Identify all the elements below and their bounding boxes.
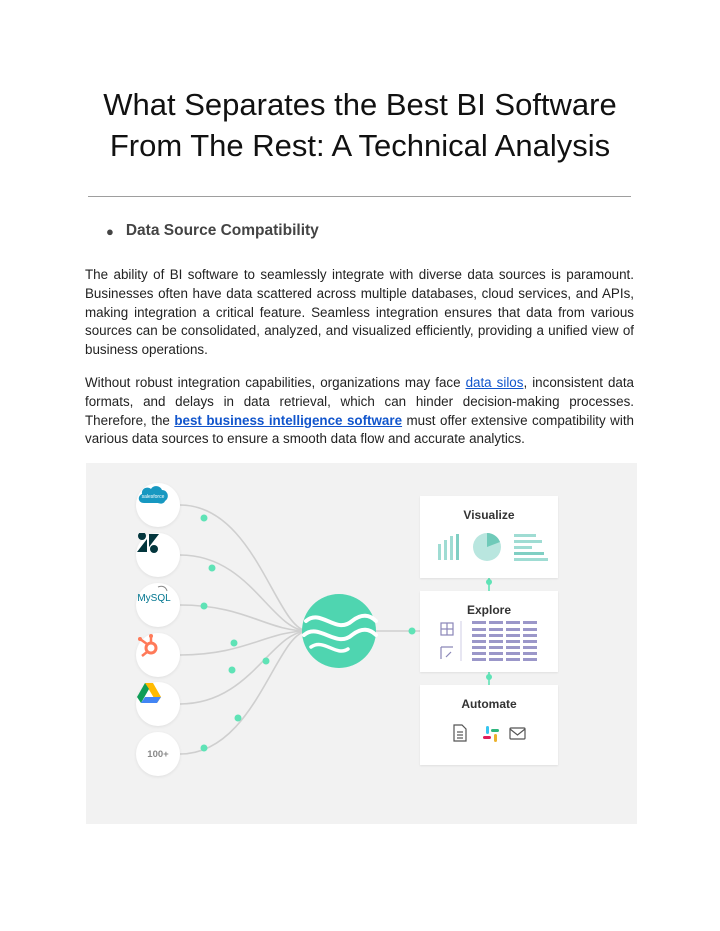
mysql-icon xyxy=(136,583,172,607)
connector-node xyxy=(486,674,492,680)
paragraph-2-text-a: Without robust integration capabilities, organizations may face xyxy=(85,375,466,390)
horizontal-bars-icon xyxy=(514,534,548,561)
salesforce-icon xyxy=(136,483,170,507)
grid-icon xyxy=(441,623,453,635)
connector-node xyxy=(263,658,270,665)
section-heading-text: Data Source Compatibility xyxy=(125,222,319,239)
visualize-title: Visualize xyxy=(463,508,515,522)
connector-more xyxy=(180,631,308,754)
explore-card xyxy=(420,591,558,672)
zendesk-source xyxy=(136,533,180,577)
automate-card xyxy=(420,685,558,765)
email-icon xyxy=(510,728,525,739)
connector-node xyxy=(235,715,242,722)
paragraph-2-text-b: , inconsistent data formats, and delays in data retrieval, which can hinder decision-making processes. Therefore, the xyxy=(85,375,635,428)
title-line-2: From The Rest: A Technical Analysis xyxy=(109,128,611,163)
explore-title: Explore xyxy=(466,603,511,617)
horizontal-divider xyxy=(88,196,631,197)
google-drive-icon xyxy=(136,682,162,704)
visualize-card xyxy=(420,496,558,578)
connector-node xyxy=(409,628,416,635)
explore-graphics xyxy=(420,591,558,672)
hubspot-source xyxy=(136,633,180,677)
title-line-1: What Separates the Best BI Software xyxy=(103,87,617,122)
google-drive-source xyxy=(136,682,180,726)
svg-text:MySQL xyxy=(137,593,171,604)
connector-node xyxy=(201,515,208,522)
connector-node xyxy=(201,745,208,752)
connector-google-drive xyxy=(180,631,308,704)
bar-chart-icon xyxy=(438,534,459,560)
data-table-icon xyxy=(472,621,537,661)
document-icon xyxy=(454,725,466,741)
zendesk-icon xyxy=(136,533,160,553)
automate-title: Automate xyxy=(461,697,517,711)
hub-logo-icon xyxy=(302,594,376,668)
mysql-source xyxy=(136,583,180,627)
visualize-graphics xyxy=(420,496,558,578)
pie-chart-icon xyxy=(473,533,501,561)
connector-zendesk xyxy=(180,555,308,631)
section-heading xyxy=(106,222,319,240)
bullet-icon: ● xyxy=(106,223,114,239)
paragraph-2 xyxy=(85,374,634,449)
automate-graphics xyxy=(420,685,558,765)
connector-node xyxy=(486,579,492,585)
salesforce-label: salesforce xyxy=(141,494,165,500)
hubspot-icon xyxy=(136,633,162,659)
salesforce-source xyxy=(136,483,180,527)
paragraph-1: The ability of BI software to seamlessly integrate with diverse data sources is paramount. Businesses often have data scattered across multiple databases, cloud services, and APIs, making integration a critical feature. Seamless integration ensures that data from various sources can be consolidated, analyzed, and visualized efficiently, providing a unified view of business operations. xyxy=(85,267,634,358)
page-title xyxy=(60,84,660,166)
connector-node xyxy=(201,603,208,610)
more-sources-label: 100+ xyxy=(147,748,169,760)
connector-hubspot xyxy=(180,631,308,655)
mysql-label: MySQL xyxy=(137,593,171,604)
paragraph-2-text-c: must offer extensive compatibility with various data sources to ensure a smooth data flow and accurate analytics. xyxy=(85,412,634,447)
connector-node xyxy=(231,640,238,647)
connector-node xyxy=(209,565,216,572)
more-sources xyxy=(136,732,180,776)
slack-icon xyxy=(483,726,499,742)
connector-node xyxy=(229,667,236,674)
connector-salesforce xyxy=(180,505,308,631)
integration-diagram xyxy=(86,463,637,824)
best-bi-software-link[interactable]: best business intelligence software xyxy=(174,412,403,428)
data-silos-link[interactable]: data silos xyxy=(465,375,524,390)
pivot-icon xyxy=(441,647,453,659)
